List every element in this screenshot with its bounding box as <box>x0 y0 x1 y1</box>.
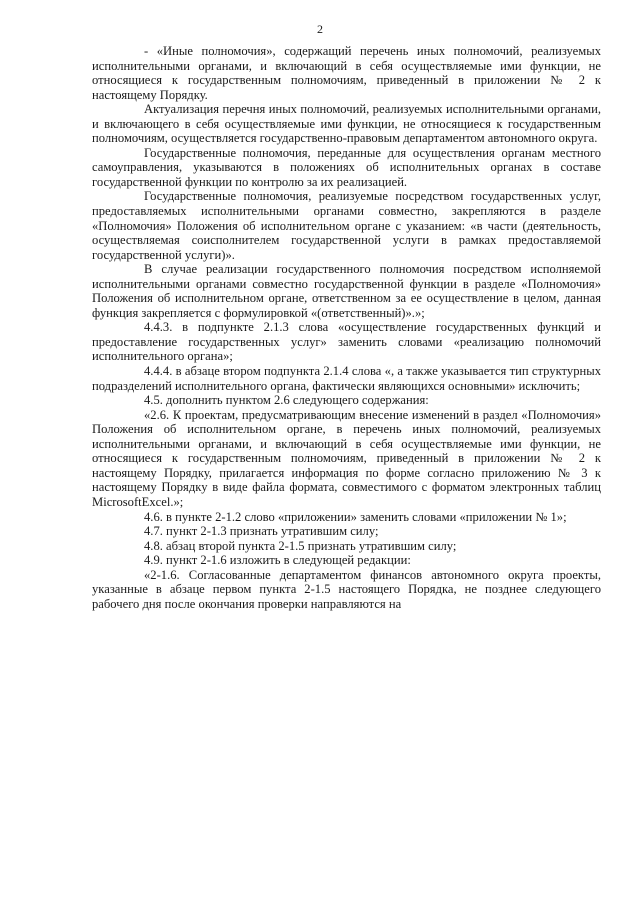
paragraph-14: «2-1.6. Согласованные департаментом финансов автономного округа проекты, указанные в абзаце первом пункта 2-1.5 настоящего Порядка, не позднее следующего рабочего дня после окончания проверки направляются на <box>92 567 601 611</box>
paragraph-3: Государственные полномочия, переданные для осуществления органам местного самоуправления, указываются в положениях об исполнительных органах в составе государственной функции по контролю за их реализацией. <box>92 145 601 189</box>
paragraph-12: 4.8. абзац второй пункта 2-1.5 признать утратившим силу; <box>144 538 457 553</box>
document-body <box>92 44 601 611</box>
paragraph-7: 4.4.4. в абзаце втором подпункта 2.1.4 слова «, а также указывается тип структурных подразделений исполнительного органа, фактически являющихся основными» исключить; <box>92 364 601 393</box>
paragraph-13: 4.9. пункт 2-1.6 изложить в следующей редакции: <box>144 553 411 568</box>
paragraph-9: «2.6. К проектам, предусматривающим внесение изменений в раздел «Полномочия» Положения об исполнительном органе, в перечень иных полномочий, реализуемых исполнительными органами, и включающий в себя осуществляемые ими функции, не относящиеся к государственным полномочиям, приведенный в приложении № 2 к настоящему Порядку, прилагается информация по форме согласно приложению № 3 к настоящему Порядку в виде файла формата, совместимого с форматом электронных таблиц MicrosoftExcel.»; <box>92 407 601 509</box>
paragraph-1: - «Иные полномочия», содержащий перечень иных полномочий, реализуемых исполнительными органами, и включающий в себя осуществляемые ими функции, не относящиеся к государственным полномочиям, приведенный в приложении № 2 к настоящему Порядку. <box>92 44 601 102</box>
paragraph-8: 4.5. дополнить пунктом 2.6 следующего содержания: <box>144 393 429 408</box>
paragraph-4: Государственные полномочия, реализуемые посредством государственных услуг, предоставляемых исполнительными органами совместно, закрепляются в разделе «Полномочия» Положения об исполнительном органе с указанием: «в части (деятельность, осуществляемая соисполнителем государственной услуги в рамках предоставляемой государственной услуги)». <box>92 189 601 262</box>
page-number: 2 <box>317 22 323 36</box>
paragraph-2: Актуализация перечня иных полномочий, реализуемых исполнительными органами, и включающего в себя осуществляемые ими функции, не относящиеся к государственным полномочиям, осуществляется государственно-правовым департаментом автономного округа. <box>92 102 601 146</box>
paragraph-6: 4.4.3. в подпункте 2.1.3 слова «осуществление государственных функций и предоставление государственных услуг» заменить словами «реализацию полномочий исполнительного органа»; <box>92 320 601 364</box>
paragraph-10: 4.6. в пункте 2-1.2 слово «приложении» заменить словами «приложении № 1»; <box>144 509 567 524</box>
paragraph-5: В случае реализации государственного полномочия посредством исполняемой исполнительными органами совместно государственной функции в разделе «Полномочия» Положения об исполнительном органе, ответственном за ее осуществление в целом, данная функция закрепляется с формулировкой «(ответственный)».»; <box>92 262 601 320</box>
paragraph-11: 4.7. пункт 2-1.3 признать утратившим силу; <box>144 524 379 539</box>
